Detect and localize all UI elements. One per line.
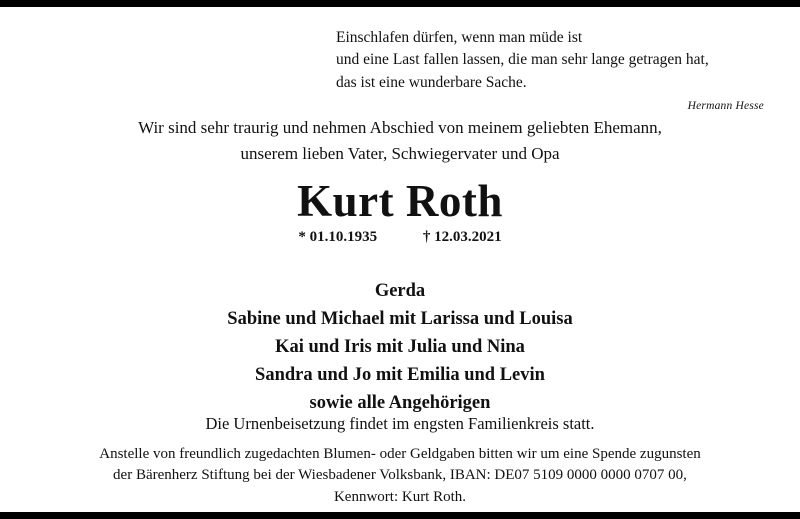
deceased-name: Kurt Roth [297,176,503,226]
donation-line-1: Anstelle von freundlich zugedachten Blumen- oder Geldgaben bitten wir um eine Spende zugunsten [99,446,701,462]
donation-line-2: der Bärenherz Stiftung bei der Wiesbadener Volksbank, IBAN: DE07 5109 0000 0000 0707 00, [113,467,687,484]
death-date: † 12.03.2021 [422,229,502,245]
poem-block [336,27,766,115]
deceased-dates [0,229,800,246]
intro-line-1: Wir sind sehr traurig und nehmen Abschied von meinem geliebten Ehemann, [138,118,662,137]
birth-date: * 01.10.1935 [298,229,378,245]
survivor-line-1: Gerda [374,281,426,301]
donation-block [0,444,800,508]
survivors-block [0,277,800,418]
survivor-line-5: sowie alle Angehörigen [309,393,491,414]
survivor-line-4: Sandra und Jo mit Emilia und Levin [255,365,545,386]
intro-block [0,115,800,168]
poem-line-1: Einschlafen dürfen, wenn man müde ist [336,29,583,46]
poem-line-2: und eine Last fallen lassen, die man sehr lange getragen hat, [336,51,709,69]
survivor-line-2: Sabine und Michael mit Larissa und Louisa [227,309,573,330]
survivor-line-3: Kai und Iris mit Julia und Nina [275,337,525,358]
donation-line-3: Kennwort: Kurt Roth. [333,488,467,505]
intro-line-2: unserem lieben Vater, Schwiegervater und Opa [240,144,560,164]
poem-author: Hermann Hesse [687,100,764,113]
obituary-content [0,7,800,512]
poem-line-3: das ist eine wunderbare Sache. [336,73,527,91]
ceremony-note: Die Urnenbeisetzung findet im engsten Familienkreis statt. [205,414,595,433]
